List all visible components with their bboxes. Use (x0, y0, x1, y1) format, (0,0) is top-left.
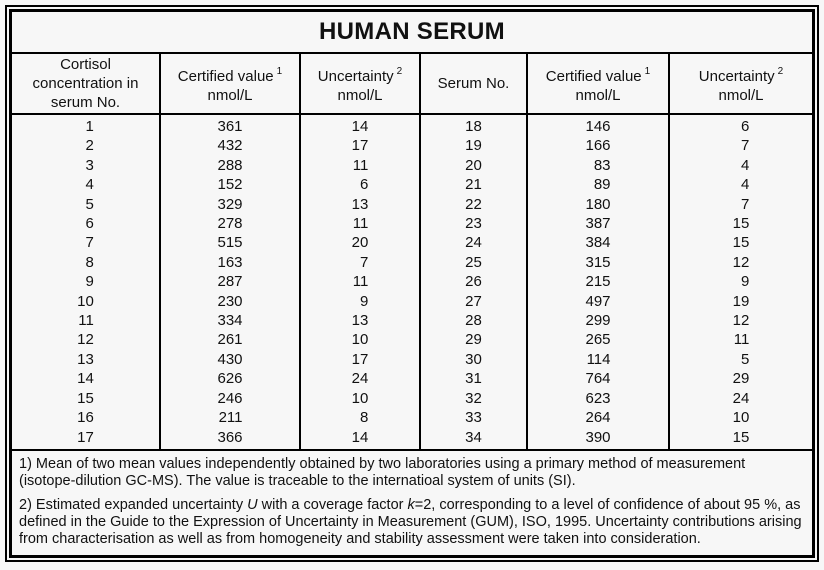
uncertainty-cell: 24 (669, 389, 812, 408)
uncertainty-cell: 13 (300, 311, 420, 330)
serum-no-cell: 3 (85, 156, 94, 174)
certified-value-cell: 264 (527, 408, 669, 427)
serum-no-cell: 15 (77, 389, 94, 407)
uncertainty-cell: 11 (669, 330, 812, 349)
certified-value-cell: 180 (527, 195, 669, 214)
uncertainty-cell: 8 (300, 408, 420, 427)
footnote-2: 2) Estimated expanded uncertainty U with a coverage factor k=2, corresponding to a level of confidence of about 95 %, as defined in the Guide to the Expression of Uncertainty in Measurement (GUM), ISO, 1995. Uncertainty contributions arising from characterisation as well as from homogeneity and stability assessment were taken into consideration. (19, 496, 802, 547)
certified-value-cell: 384 (527, 233, 669, 252)
certified-value-cell: 89 (527, 175, 669, 194)
uncertainty-cell: 15 (669, 428, 812, 449)
serum-no-cell: 31 (420, 369, 527, 388)
certified-value-cell: 361 (160, 114, 300, 136)
serum-no-cell: 8 (85, 253, 94, 271)
serum-no-cell: 14 (77, 370, 94, 388)
certified-value-cell: 387 (527, 214, 669, 233)
uncertainty-cell: 4 (669, 175, 812, 194)
certified-value-cell: 764 (527, 369, 669, 388)
uncertainty-cell: 13 (300, 195, 420, 214)
table-row (12, 195, 812, 214)
footnote-ref-1: 1 (276, 65, 283, 77)
header-line: Uncertainty $^2$ (698, 65, 784, 85)
column-header-certified-value-right (527, 54, 669, 114)
serum-no-cell: 13 (77, 350, 94, 368)
uncertainty-cell: 11 (300, 272, 420, 291)
serum-no-cell: 18 (420, 114, 527, 136)
serum-no-cell: 28 (420, 311, 527, 330)
certified-value-cell: 230 (160, 292, 300, 311)
certified-value-cell: 366 (160, 428, 300, 449)
header-line: Cortisol (60, 56, 111, 73)
column-header-cortisol-concentration (12, 54, 160, 114)
certified-value-cell: 288 (160, 156, 300, 175)
certified-value-cell: 334 (160, 311, 300, 330)
serum-no-cell: 33 (420, 408, 527, 427)
serum-no-cell: 20 (420, 156, 527, 175)
table-row (12, 389, 812, 408)
certified-value-cell: 329 (160, 195, 300, 214)
uncertainty-cell: 12 (669, 311, 812, 330)
certified-value-cell: 166 (527, 136, 669, 155)
certified-value-cell: 623 (527, 389, 669, 408)
serum-no-cell: 4 (85, 176, 94, 194)
footnote-1: 1) Mean of two mean values independently obtained by two laboratories using a primary method of measurement (isotope-dilution GC-MS). The value is traceable to the internatioal system of units (SI). (19, 455, 746, 489)
uncertainty-cell: 5 (669, 350, 812, 369)
serum-no-cell: 22 (420, 195, 527, 214)
certified-value-cell: 390 (527, 428, 669, 449)
certified-value-cell: 278 (160, 214, 300, 233)
serum-no-cell: 30 (420, 350, 527, 369)
certified-value-cell: 299 (527, 311, 669, 330)
header-row (12, 54, 812, 114)
certified-value-cell: 83 (527, 156, 669, 175)
serum-no-cell: 7 (85, 234, 94, 252)
table-row (12, 233, 812, 252)
serum-no-cell: 2 (85, 137, 94, 155)
uncertainty-cell: 17 (300, 350, 420, 369)
certified-value-cell: 315 (527, 253, 669, 272)
header-line: Uncertainty $^2$ (317, 65, 403, 85)
serum-no-cell: 32 (420, 389, 527, 408)
table-row (12, 114, 812, 136)
uncertainty-cell: 4 (669, 156, 812, 175)
certified-value-cell: 432 (160, 136, 300, 155)
column-header-uncertainty-left (300, 54, 420, 114)
uncertainty-cell: 11 (300, 156, 420, 175)
certified-value-cell: 430 (160, 350, 300, 369)
column-header-certified-value-left (160, 54, 300, 114)
table-row (12, 292, 812, 311)
serum-table (12, 54, 812, 449)
uncertainty-cell: 10 (669, 408, 812, 427)
certified-value-cell: 497 (527, 292, 669, 311)
serum-no-cell: 26 (420, 272, 527, 291)
serum-no-cell: 11 (78, 312, 94, 330)
column-header-serum-no (420, 54, 527, 114)
uncertainty-cell: 24 (300, 369, 420, 388)
table-header (12, 54, 812, 114)
certified-value-cell: 146 (527, 114, 669, 136)
document-frame (5, 5, 819, 562)
table-row (12, 408, 812, 427)
certified-value-cell: 287 (160, 272, 300, 291)
serum-no-cell: 24 (420, 233, 527, 252)
serum-no-cell: 25 (420, 253, 527, 272)
uncertainty-cell: 14 (300, 428, 420, 449)
serum-no-cell: 5 (85, 195, 94, 213)
uncertainty-cell: 29 (669, 369, 812, 388)
serum-no-cell: 16 (77, 409, 94, 427)
uncertainty-cell: 7 (669, 136, 812, 155)
header-unit: nmol/L (575, 86, 621, 104)
certified-value-cell: 246 (160, 389, 300, 408)
column-header-uncertainty-right (669, 54, 812, 114)
certified-value-cell: 261 (160, 330, 300, 349)
footnote-ref-2: 2 (396, 65, 403, 77)
table-row (12, 369, 812, 388)
table-row (12, 156, 812, 175)
certified-value-cell: 626 (160, 369, 300, 388)
uncertainty-cell: 9 (300, 292, 420, 311)
uncertainty-cell: 20 (300, 233, 420, 252)
serum-no-cell: 21 (420, 175, 527, 194)
uncertainty-cell: 7 (669, 195, 812, 214)
serum-no-cell: 29 (420, 330, 527, 349)
uncertainty-cell: 15 (669, 233, 812, 252)
certified-value-cell: 152 (160, 175, 300, 194)
serum-no-cell: 6 (85, 215, 94, 233)
serum-no-cell: 1 (85, 118, 94, 135)
certified-value-cell: 515 (160, 233, 300, 252)
title-band (12, 12, 812, 54)
table-row (12, 272, 812, 291)
header-line: serum No. (50, 94, 121, 111)
certified-value-cell: 215 (527, 272, 669, 291)
table-row (12, 350, 812, 369)
certified-value-cell: 163 (160, 253, 300, 272)
table-row (12, 330, 812, 349)
uncertainty-cell: 14 (300, 114, 420, 136)
certified-value-cell: 265 (527, 330, 669, 349)
header-line: Serum No. (437, 75, 510, 92)
uncertainty-cell: 10 (300, 389, 420, 408)
serum-no-cell: 19 (420, 136, 527, 155)
uncertainty-cell: 10 (300, 330, 420, 349)
table-row (12, 428, 812, 449)
serum-no-cell: 23 (420, 214, 527, 233)
page-title: HUMAN SERUM (319, 18, 505, 45)
header-unit: nmol/L (337, 86, 383, 104)
serum-no-cell: 17 (77, 428, 94, 446)
header-line: concentration in (32, 75, 139, 92)
header-line: Certified value $^1$ (177, 65, 283, 85)
uncertainty-cell: 17 (300, 136, 420, 155)
footnote-ref-1: 1 (644, 65, 651, 77)
certificate-table-frame (9, 9, 815, 558)
uncertainty-cell: 19 (669, 292, 812, 311)
footnotes (12, 449, 812, 555)
footnote-ref-2: 2 (777, 65, 784, 77)
serum-no-cell: 9 (85, 273, 94, 291)
uncertainty-cell: 7 (300, 253, 420, 272)
serum-no-cell: 12 (77, 331, 94, 349)
serum-no-cell: 34 (420, 428, 527, 449)
header-unit: nmol/L (718, 86, 764, 104)
certified-value-cell: 114 (527, 350, 669, 369)
uncertainty-cell: 9 (669, 272, 812, 291)
certified-value-cell: 211 (160, 408, 300, 427)
uncertainty-cell: 6 (669, 114, 812, 136)
table-body (12, 114, 812, 449)
uncertainty-cell: 12 (669, 253, 812, 272)
table-row (12, 175, 812, 194)
header-line: Certified value $^1$ (545, 65, 651, 85)
table-row (12, 311, 812, 330)
serum-no-cell: 27 (420, 292, 527, 311)
uncertainty-cell: 15 (669, 214, 812, 233)
uncertainty-cell: 6 (300, 175, 420, 194)
table-row (12, 214, 812, 233)
serum-no-cell: 10 (77, 292, 94, 310)
uncertainty-cell: 11 (300, 214, 420, 233)
header-unit: nmol/L (207, 86, 253, 104)
table-row (12, 253, 812, 272)
table-row (12, 136, 812, 155)
